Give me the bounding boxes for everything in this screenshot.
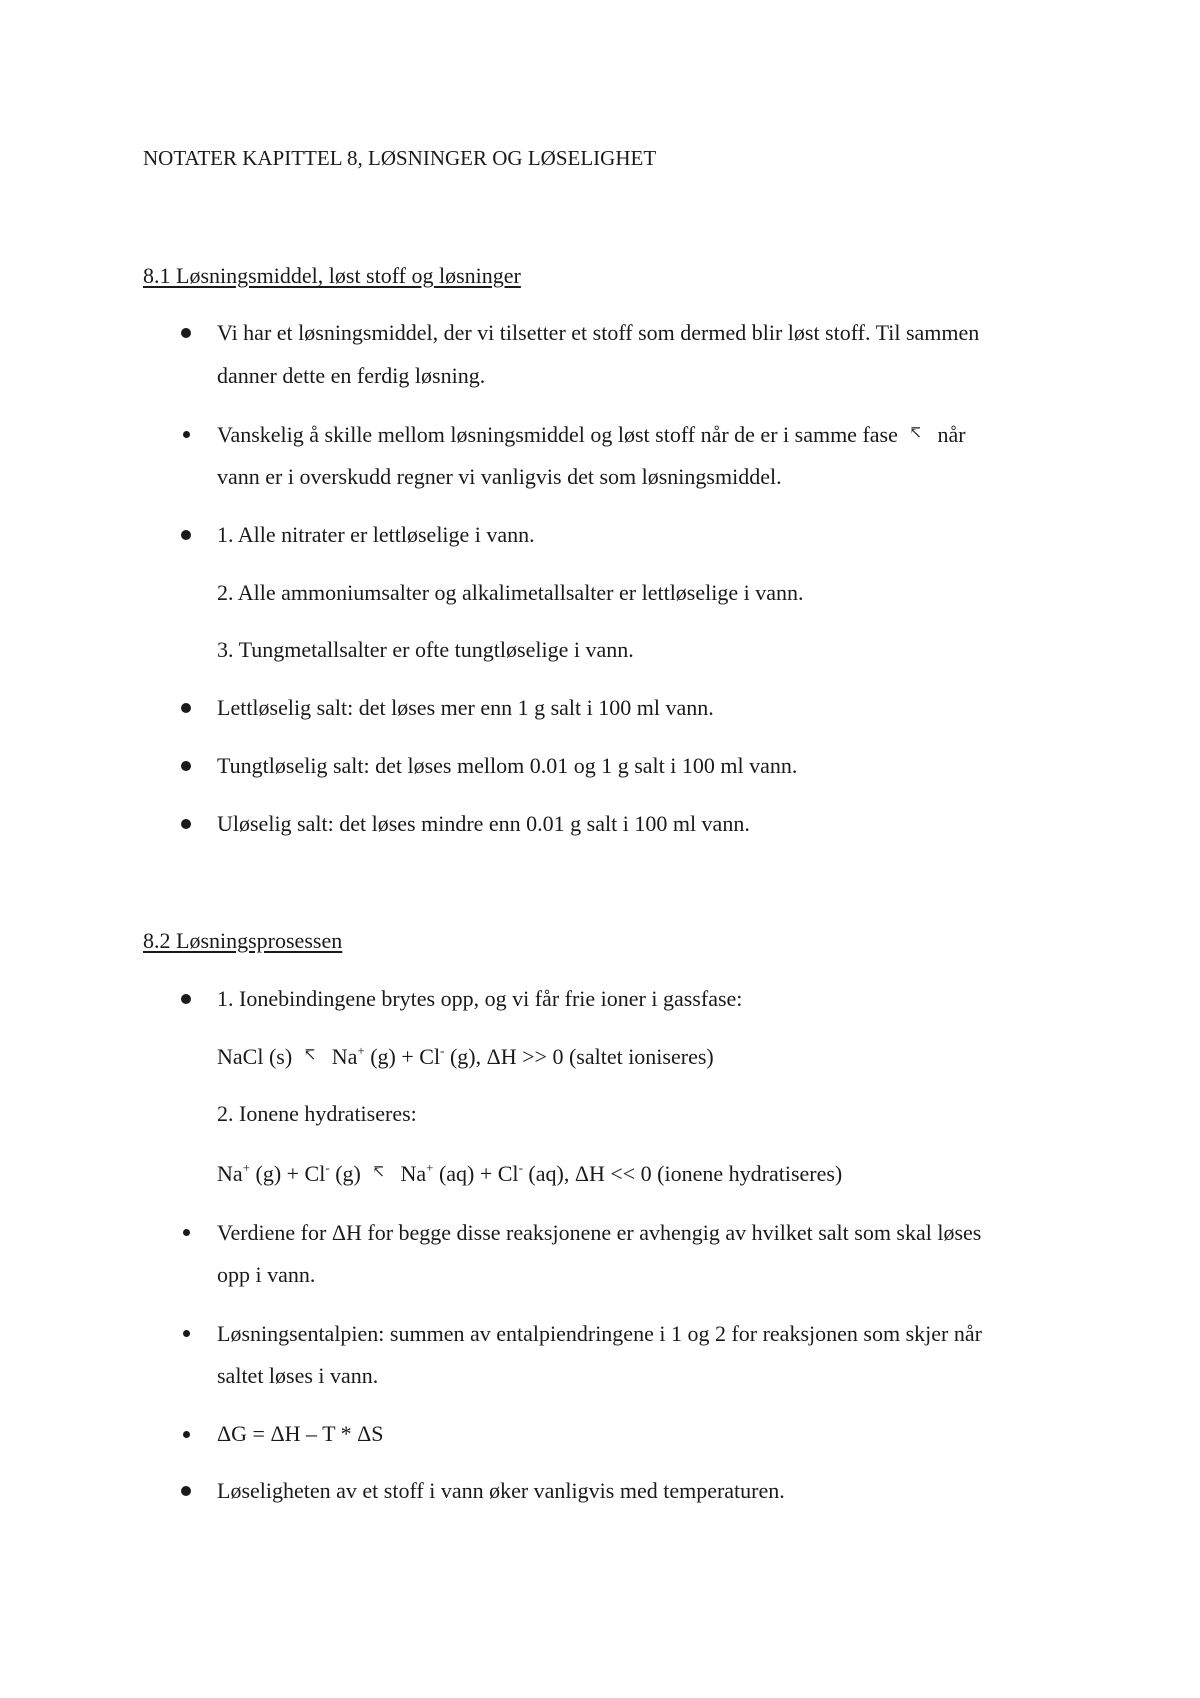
list-item-text: ΔG = ΔH – T * ΔS <box>217 1421 384 1446</box>
equation-part: (g) <box>335 1161 361 1186</box>
bullet-icon <box>181 761 191 771</box>
list-item-text: saltet løses i vann. <box>217 1363 379 1388</box>
list-item-text: Uløselig salt: det løses mindre enn 0.01 g salt i 100 ml vann. <box>217 811 750 836</box>
equation-part: Na <box>217 1161 243 1186</box>
section-heading-8-1: 8.1 Løsningsmiddel, løst stoff og løsninger <box>143 263 521 288</box>
list-item-text: 2. Ionene hydratiseres: <box>217 1101 417 1126</box>
section-heading-8-2: 8.2 Løsningsprosessen <box>143 928 343 953</box>
list-item-text: Verdiene for ΔH for begge disse reaksjonene er avhengig av hvilket salt som skal løses <box>217 1220 982 1245</box>
equation-part: (aq), ΔH << 0 (ionene hydratiseres) <box>528 1161 843 1186</box>
bullet-icon <box>181 328 191 338</box>
arrow-icon: ↸ <box>909 426 922 442</box>
list-item-text: 1. Ionebindingene brytes opp, og vi får frie ioner i gassfase: <box>217 986 743 1011</box>
list-item-text: danner dette en ferdig løsning. <box>217 363 486 388</box>
bullet-icon <box>181 530 191 540</box>
superscript-charge: + <box>426 1160 434 1175</box>
text-segment: Vanskelig å skille mellom løsningsmiddel og løst stoff når de er i samme fase <box>217 422 898 447</box>
list-item-text: vann er i overskudd regner vi vanligvis det som løsningsmiddel. <box>217 464 782 489</box>
equation-part: Na <box>400 1161 427 1186</box>
equation-ionisation <box>217 1043 714 1070</box>
bullet-icon <box>183 1330 190 1337</box>
superscript-charge: - <box>518 1160 523 1175</box>
list-item-text: 1. Alle nitrater er lettløselige i vann. <box>217 522 535 547</box>
list-item-text: 2. Alle ammoniumsalter og alkalimetallsalter er lettløselige i vann. <box>217 580 804 605</box>
equation-part: (g) + Cl <box>370 1044 441 1069</box>
bullet-icon <box>183 1229 190 1236</box>
equation-part: NaCl (s) <box>217 1044 293 1069</box>
arrow-icon: ↸ <box>303 1048 317 1064</box>
list-item-text: Tungtløselig salt: det løses mellom 0.01 og 1 g salt i 100 ml vann. <box>217 753 798 778</box>
list-item-text <box>217 421 966 448</box>
bullet-icon <box>183 431 190 438</box>
superscript-charge: + <box>242 1160 250 1175</box>
equation-part: (g), ΔH >> 0 (saltet ioniseres) <box>449 1044 714 1069</box>
list-item-text: Løsningsentalpien: summen av entalpiendringene i 1 og 2 for reaksjonen som skjer når <box>217 1321 982 1346</box>
equation-part: (aq) + Cl <box>438 1161 519 1186</box>
superscript-charge: - <box>325 1160 330 1175</box>
list-item-text: Løseligheten av et stoff i vann øker vanligvis med temperaturen. <box>217 1478 785 1503</box>
bullet-icon <box>181 1486 191 1496</box>
bullet-icon <box>181 994 191 1004</box>
text-segment: når <box>937 422 966 447</box>
list-item-text: opp i vann. <box>217 1262 316 1287</box>
equation-hydration <box>217 1160 842 1187</box>
superscript-charge: + <box>357 1043 365 1058</box>
equation-part: (g) + Cl <box>255 1161 326 1186</box>
superscript-charge: - <box>440 1043 445 1058</box>
bullet-icon <box>181 819 191 829</box>
list-item-text: Lettløselig salt: det løses mer enn 1 g salt i 100 ml vann. <box>217 695 714 720</box>
list-item-text: Vi har et løsningsmiddel, der vi tilsetter et stoff som dermed blir løst stoff. Til sammen <box>217 320 980 345</box>
arrow-icon: ↸ <box>372 1165 385 1181</box>
bullet-icon <box>183 1431 190 1438</box>
list-item-text: 3. Tungmetallsalter er ofte tungtløselige i vann. <box>217 637 634 662</box>
equation-part: Na <box>331 1044 358 1069</box>
bullet-icon <box>181 703 191 713</box>
document-title: NOTATER KAPITTEL 8, LØSNINGER OG LØSELIGHET <box>143 146 657 170</box>
